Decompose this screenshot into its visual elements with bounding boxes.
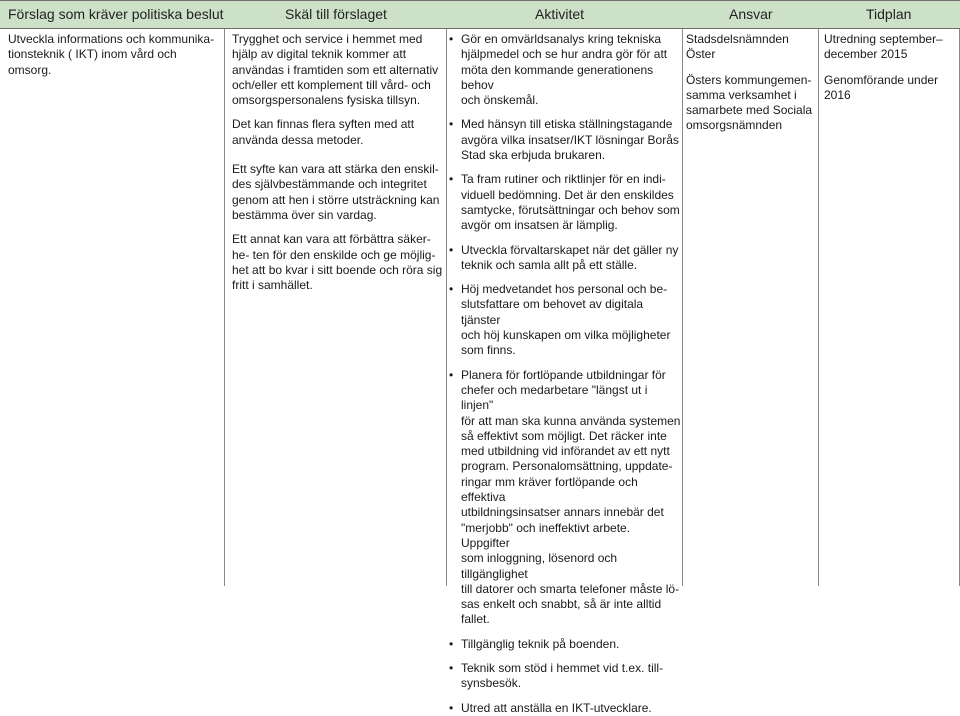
text-line: samtycke, förutsättningar och behov som (461, 202, 680, 217)
text-line: • Höj medvetandet hos personal och be- (461, 282, 668, 297)
text-line: sas enkelt och snabbt, så är inte alltid fallet. (461, 597, 662, 627)
paragraph (232, 232, 444, 293)
text-line: Trygghet och service i hemmet med (232, 32, 423, 46)
table-header (0, 0, 960, 29)
bullet-item (449, 368, 681, 628)
text-line: Genomförande under (824, 72, 939, 87)
text-line: så effektivt som möjligt. Det räcker inte (461, 428, 667, 443)
text-line: program. Personalomsättning, uppdate- (461, 459, 673, 474)
text-line: med utbildning vid införandet av ett nytt (461, 444, 670, 459)
paragraph (232, 32, 444, 108)
text-line: möta den kommande generationens behov (461, 62, 654, 92)
cell-ansvar (686, 32, 816, 143)
text-line: användas i framtiden som ett alternativ (232, 62, 439, 77)
text-line: • Utveckla förvaltarskapet när det gäller ny (461, 242, 679, 257)
text-line: het att bo kvar i sitt boende och röra sig (232, 262, 443, 277)
text-line: samma verksamhet i (686, 87, 797, 102)
text-line: Östers kommungemen- (686, 72, 812, 87)
bullet-item (449, 637, 681, 652)
text-line: • Tillgänglig teknik på boenden. (461, 636, 620, 651)
text-line: avgöra vilka insatser/IKT lösningar Borås (461, 132, 679, 147)
text-line: • Med hänsyn till etiska ställningstagande (461, 117, 673, 132)
text-line: utbildningsinsatser annars innebär det (461, 505, 664, 520)
cell-tidplan (824, 32, 958, 112)
text-line: hjälp av digital teknik kommer att (232, 47, 407, 62)
header-ansvar: Ansvar (729, 6, 773, 22)
paragraph (686, 73, 816, 134)
column-divider (818, 29, 819, 586)
bullet-item (449, 661, 681, 692)
text-line: teknik och samla allt på ett ställe. (461, 257, 638, 272)
text-line: för att man ska kunna använda systemen (461, 413, 681, 428)
text-line: Utveckla informations och kommunika- (8, 32, 215, 46)
paragraph (232, 117, 444, 148)
header-aktivitet: Aktivitet (535, 6, 585, 22)
text-line: omsorgspersonalens fysiska tillsyn. (232, 93, 421, 108)
column-divider (224, 29, 225, 586)
cell-skal (232, 32, 444, 302)
paragraph (232, 162, 444, 223)
text-line: december 2015 (824, 47, 908, 62)
text-line: 2016 (824, 87, 851, 102)
bullet-item (449, 172, 681, 233)
text-line: • Gör en omvärldsanalys kring tekniska (461, 32, 662, 46)
text-line: bestämma över sin vardag. (232, 207, 377, 222)
text-line: • Utred att anställa en IKT-utvecklare. (461, 700, 652, 715)
paragraph (824, 73, 958, 104)
text-line: omsorgsnämnden (686, 118, 783, 133)
text-line: avgör om insatsen är lämplig. (461, 218, 618, 233)
text-line: till datorer och smarta telefoner måste lö- (461, 581, 680, 596)
text-line: fritt i samhället. (232, 278, 313, 293)
text-line: "merjobb" och ineffektivt arbete. Uppgifter (461, 520, 631, 550)
text-line: des självbestämmande och integritet (232, 177, 427, 192)
paragraph (824, 32, 958, 63)
text-line: Stadsdelsnämnden (686, 32, 789, 46)
bullet-item (449, 243, 681, 274)
text-line: och önskemål. (461, 93, 539, 108)
text-line: Öster (686, 47, 716, 62)
text-line: • Teknik som stöd i hemmet vid t.ex. till- (461, 660, 664, 675)
header-skal: Skäl till förslaget (285, 6, 387, 22)
column-divider (446, 29, 447, 586)
text-line: synsbesök. (461, 676, 522, 691)
text-line: • Ta fram rutiner och riktlinjer för en indi- (461, 172, 666, 187)
text-line: hjälpmedel och se hur andra gör för att (461, 47, 668, 62)
text-line: slutsfattare om behovet av digitala tjänster (461, 297, 644, 327)
bullet-item (449, 282, 681, 358)
text-line: genom att hen i större utsträckning kan (232, 192, 440, 207)
bullet-item (449, 32, 681, 108)
text-line: he- ten för den enskilde och ge möjlig- (232, 247, 436, 262)
cell-aktivitet (449, 32, 681, 716)
text-line: tionsteknik ( IKT) inom vård och omsorg. (8, 47, 177, 77)
text-line: och/eller ett komplement till vård- och (232, 77, 431, 92)
text-line: viduell bedömning. Det är den enskildes (461, 187, 674, 202)
bullet-item (449, 701, 681, 716)
paragraph (686, 32, 816, 63)
text-line: chefer och medarbetare "längst ut i linjen" (461, 382, 648, 413)
text-line: som inloggning, lösenord och tillgänglighet (461, 551, 618, 581)
text-line: • Planera för fortlöpande utbildningar för (461, 367, 666, 382)
header-tidplan: Tidplan (866, 6, 912, 22)
header-forslag: Förslag som kräver politiska beslut (8, 6, 224, 22)
text-line: som finns. (461, 343, 516, 358)
cell-forslag (8, 32, 222, 78)
text-line: Ett annat kan vara att förbättra säker- (232, 232, 431, 247)
bullet-item (449, 117, 681, 163)
text-line: Utredning september– (824, 32, 943, 46)
text-line: använda dessa metoder. (232, 132, 364, 147)
text-line: Ett syfte kan vara att stärka den enskil- (232, 162, 439, 177)
text-line: Stad ska erbjuda brukaren. (461, 148, 606, 163)
text-line: samarbete med Sociala (686, 103, 813, 118)
text-line: och höj kunskapen om vilka möjligheter (461, 328, 671, 343)
text-line: ringar mm kräver fortlöpande och effektiva (461, 474, 638, 505)
text-line: Det kan finnas flera syften med att (232, 117, 415, 132)
column-divider (682, 29, 683, 586)
